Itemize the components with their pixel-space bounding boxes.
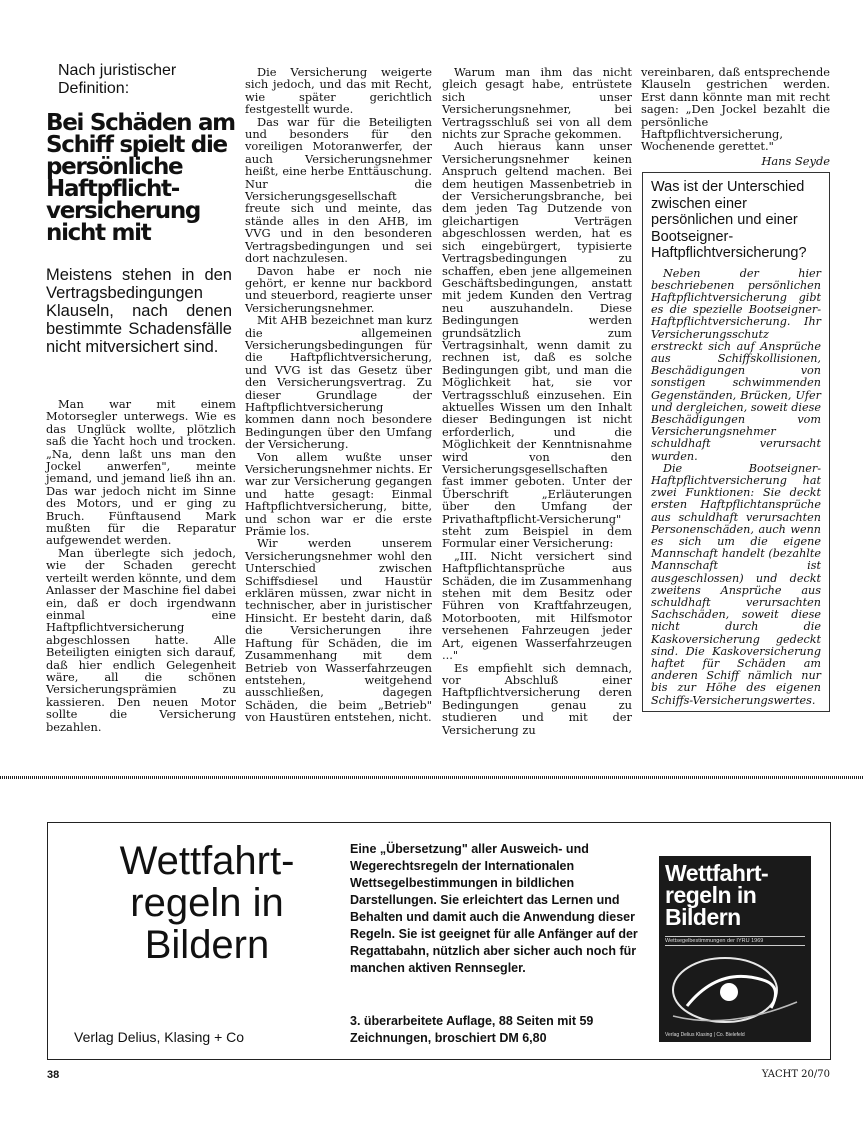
section-divider — [0, 776, 864, 779]
article-column-1 — [46, 398, 236, 733]
paragraph: Man überlegte sich jedoch, wie der Schaden gerecht verteilt werden könnte, und dem Anlasser der Maschine fiel dabei ein, daß er doch irgendwann einmal eine Haftpflichtversicherung abgeschlossen hatte. Alle Beteiligten einigten sich darauf, daß hier endlich Gelegenheit wäre, all die schönen Versicherungsprämien zu kassieren. Den neuen Motor sollte die Versicherung bezahlen. — [46, 545, 236, 734]
paragraph: Mit AHB bezeichnet man kurz die allgemeinen Versicherungsbedingungen für die Haftpflichtversicherung, und VVG ist das Gesetz über den Versicherungsvertrag. Zu dieser Grundlage der Haftpflichtversicherung kommen dann noch besondere Bedingungen über den Umfang der Versicherung. — [245, 313, 432, 452]
paragraph: Auch hieraus kann unser Versicherungsnehmer keinen Anspruch geltend machen. Bei dem heutigen Massenbetrieb in der Versicherungsbranche, bei dem jeden Tag Dutzende von gleichartigen Verträgen abgeschlossen werden, hat es sich eingebürgert, typisierte Vertragsbedingungen zu schaffen, eben jene allgemeinen Geschäftsbedingungen, anstatt mit jedem Kunden den Vertrag neu auszuhandeln. Diese Bedingungen werden grundsätzlich zum Vertragsinhalt, wenn damit zu rechnen ist, daß es solche Bedingungen gibt, und man die Möglichkeit hat, sie vor Vertragsschluß einzusehen. Ein aktuelles Wissen um den Inhalt dieser Bedingungen ist nicht erforderlich, und die Möglichkeit der Kenntnisnahme wird von den Versicherungsgesellschaften fast immer geboten. Unter der Überschrift „Erläuterungen über den Umfang der Privathaftpflicht-Versicherung" steht zum Beispiel in dem Formular einer Versicherung: — [442, 139, 632, 551]
sidebar-body — [651, 268, 821, 707]
ad-publisher: Verlag Delius, Klasing + Co — [74, 1029, 245, 1045]
journal-issue: YACHT 20/70 — [761, 1069, 830, 1080]
article-column-3 — [442, 66, 632, 736]
sidebar-paragraph: Die Bootseigner-Haftpflichtversicherung hat zwei Funktionen: Sie deckt ersten Haftpflichtansprüche aus schuldhaft verursachten Personenschäden, auch wenn es sich um die eigene Mannschaft handelt (bezahlte Mannschaft ist ausgeschlossen) und deckt zweitens Ansprüche aus schuldhaft verursachten Sachschäden, soweit diese nicht durch die Kaskoversicherung gedeckt sind. Die Kaskoversicherung haftet für Schäden am anderen Schiff nämlich nur bis zur Höhe des eigenen Schiffs-Versicherungswertes. — [651, 461, 821, 707]
paragraph: Das war für die Beteiligten und besonders für den voreiligen Motoranwerfer, der auch Versicherungsnehmer heißt, eine herbe Enttäuschung. Nur die Versicherungsgesellschaft freute sich und meinte, das stände alles in den AHB, im VVG und in den besonderen Vertragsbedingungen und sei dort nachzulesen. — [245, 114, 432, 266]
paragraph: Man war mit einem Motorsegler unterwegs. Wie es das Unglück wollte, plötzlich saß die Yacht hoch und trocken. „Na, denn laßt uns man den Jockel anwerfen", meinte jemand, und jemand ließ ihn an. Das war jedoch nicht im Sinne des Motors, und er ging zu Bruch. Fünftausend Mark mußten für die Reparatur aufgewendet werden. — [46, 397, 236, 548]
paragraph: Warum man ihm das nicht gleich gesagt habe, entrüstete sich unser Versicherungsnehmer, bei Vertragsschluß sei von all dem nichts zur Sprache gekommen. — [442, 65, 632, 142]
book-cover-publisher: Verlag Delius Klasing | Co. Bielefeld — [665, 1032, 745, 1038]
book-cover-subtitle: Wettsegelbestimmungen der IYRU 1969 — [665, 936, 805, 946]
article-column-2 — [245, 66, 432, 724]
article-column-4 — [641, 66, 830, 167]
sidebar-title: Was ist der Unterschied zwischen einer persönlichen und einer Bootseigner-Haftpflichtversicherung? — [651, 179, 807, 261]
ad-edition-info: 3. überarbeitete Auflage, 88 Seiten mit 59 Zeichnungen, broschiert DM 6,80 — [350, 1014, 594, 1045]
sidebar-paragraph: Neben der hier beschriebenen persönlichen Haftpflichtversicherung gibt es die spezielle Bootseigner-Haftpflichtversicherung. Ihr Versicherungsschutz erstreckt sich auf Ansprüche aus Schiffskollisionen, Beschädigungen von sonstigen schwimmenden Gegenständen, Brücken, Ufer und dergleichen, soweit diese Beschädigungen vom Versicherungsnehmer schuldhaft verursacht wurden. — [651, 266, 821, 463]
paragraph: vereinbaren, daß entsprechende Klauseln gestrichen werden. Erst dann könnte man mit recht sagen: „Den Jockel bezahlt die persönliche Haftpflichtversicherung, Wochenende gerettet." — [641, 65, 830, 154]
article-lead: Meistens stehen in den Vertragsbedingungen Klauseln, nach denen bestimmte Schadensfälle nicht mitversichert sind. — [46, 266, 232, 356]
paragraph: Es empfiehlt sich demnach, vor Abschluß einer Haftpflichtversicherung deren Bedingungen genau zu studieren und mit der Versicherung zu — [442, 660, 632, 737]
book-cover-image — [659, 856, 811, 1042]
paragraph: Davon habe er noch nie gehört, er kenne nur backbord und steuerbord, reagierte unser Versicherungsnehmer. — [245, 263, 432, 315]
book-cover-illustration — [659, 946, 811, 1030]
paragraph: „III. Nicht versichert sind Haftpflichtansprüche aus Schäden, die im Zusammenhang stehen mit dem Besitz oder Führen von Kraftfahrzeugen, Motorbooten, mit Hilfsmotor versehenen Fahrzeugen jeder Art, eigenen Wasserfahrzeugen ..." — [442, 548, 632, 663]
ad-description: Eine „Übersetzung" aller Ausweich- und Wegerechtsregeln der Internationalen Wettsegelbestimmungen in bildlichen Darstellungen. Sie erleichtert das Lernen und Behalten und damit auch die Anwendung dieser Regeln. Sie ist geeignet für alle Anfänger auf der Regattabahn, nützlich aber sicher auch noch für manchen aktiven Rennsegler. — [350, 842, 638, 975]
sidebar-box — [642, 172, 830, 712]
author-signature: Hans Seyde — [761, 153, 830, 168]
paragraph: Wir werden unserem Versicherungsnehmer wohl den Unterschied zwischen Schiffsdiesel und Haustür erklären müssen, zwar nicht in technischer, aber in juristischer Hinsicht. Er besteht darin, daß die Versicherungen ihre Haftung für Schäden, die im Zusammenhang mit dem Betrieb von Wasserfahrzeugen entstehen, weitgehend ausschließen, dagegen Schäden, die beim „Betrieb" von Haustüren entstehen, nicht. — [245, 536, 432, 725]
ad-headline: Wettfahrt- regeln in Bildern — [119, 839, 295, 967]
page-number: 38 — [47, 1069, 60, 1081]
article-kicker: Nach juristischer Definition: — [58, 62, 177, 97]
paragraph: Die Versicherung weigerte sich jedoch, und das mit Recht, wie später gerichtlich festgestellt wurde. — [245, 65, 432, 117]
article-headline: Bei Schäden am Schiff spielt die persönliche Haftpflicht- versicherung nicht mit — [46, 110, 235, 246]
book-cover-title: Wettfahrt- regeln in Bildern — [665, 860, 769, 930]
paragraph: Von allem wußte unser Versicherungsnehmer nichts. Er war zur Versicherung gegangen und hatte gesagt: Einmal Haftpflichtversicherung, bitte, und schon war er die erste Prämie los. — [245, 449, 432, 539]
